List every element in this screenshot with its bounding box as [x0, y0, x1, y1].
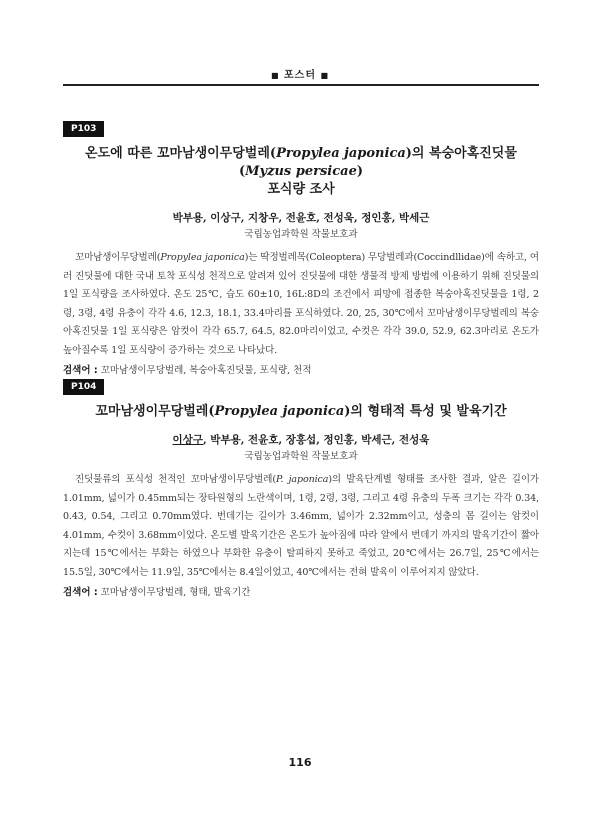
poster-id: P104	[63, 379, 104, 395]
abstract-text: 꼬마남생이무당벌레(	[75, 252, 161, 263]
square-icon: ■	[270, 71, 280, 80]
title-text: 온도에 따른 꼬마남생이무당벌레(	[85, 146, 277, 161]
title-text: )의 형태적 특성 및 발육기간	[344, 404, 507, 419]
keywords	[63, 586, 539, 600]
title-species: Propylea japonica	[276, 146, 406, 161]
authors: 박부용, 이상구, 지창우, 전윤호, 전성욱, 정인홍, 박세근	[172, 212, 430, 224]
authors-rest: , 박부용, 전윤호, 장홍섭, 정인홍, 박세근, 전성욱	[202, 434, 430, 446]
poster-p104	[63, 374, 539, 600]
title-text: 꼬마남생이무당벌레(	[95, 404, 215, 419]
abstract-species: P. japonica	[276, 474, 329, 485]
header-label: 포스터	[284, 70, 316, 81]
abstract	[63, 471, 539, 582]
abstract-species: Propylea japonica	[160, 252, 245, 263]
keywords-label: 검색어 :	[63, 587, 98, 598]
abstract-text: )는 딱정벌레목(Coleoptera) 무당벌레과(Coccindllidae)에 속하고, 여러 진딧물에 대한 국내 토착 포식성 천적으로 알려져 있어 진딧물에 대한 생물적 방제 방법에 이용하기 위해 진딧물의 1일 포식량을 조사하였다. 온도 25℃, 습도 60±10, 16L:8D의 조건에서 피망에 접종한 복숭아혹진딧물을 1령, 2령, 3령, 4령 유충이 각각 4.6, 12.3, 18.1, 33.4마리를 포식하였다. 20, 25, 30℃에서 꼬마남생이무당벌레의 복숭아혹진딧물 1일 포식량은 암컷이 각각 65.7, 64.5, 82.0마리이었고, 수컷은 각각 39.0, 52.9, 62.3마리로 온도가 높아질수록 1일 포식량이 증가하는 것으로 나타났다.	[63, 252, 539, 356]
title-text: )의 복숭아혹진딧물(	[238, 146, 517, 179]
keywords-text: 꼬마남생이무당벌레, 형태, 발육기간	[100, 587, 251, 598]
title-text: 포식량 조사	[267, 182, 335, 197]
title-species: Myzus persicae	[245, 164, 357, 179]
abstract-text: 진딧물류의 포식성 천적인 꼬마남생이무당벌레(	[75, 474, 276, 485]
keywords-label: 검색어 :	[63, 365, 98, 376]
abstract-text: )의 발육단계별 형태를 조사한 결과, 알은 길이가 1.01mm, 넓이가 0.45mm되는 장타원형의 노란색이며, 1령, 2령, 3령, 그리고 4령 유충의 두폭 크기는 각각 0.34, 0.43, 0.54, 그리고 0.70mm였다. 번데기는 길이가 3.46mm, 넓이가 2.32mm이고, 성충의 몸 길이는 암컷이 4.01mm, 수컷이 3.68mm이었다. 온도별 발육기간은 온도가 높아짐에 따라 알에서 번데기 까지의 발육기간이 짧아지는데 15℃에서는 부화는 하였으나 부화한 유충이 탈피하지 못하고 죽었고, 20℃에서는 26.7일, 25℃에서는 15.5일, 30℃에서는 11.9일, 35℃에서는 8.4일이었고, 40℃에서는 전혀 발육이 이루어지지 않았다.	[63, 474, 539, 578]
poster-title	[63, 403, 539, 421]
header-rule	[63, 84, 539, 86]
poster-title	[63, 145, 539, 199]
affiliation: 국립농업과학원 작물보호과	[244, 229, 358, 240]
square-icon: ■	[320, 71, 330, 80]
page-number: 116	[288, 756, 312, 769]
keywords-text: 꼬마남생이무당벌레, 복숭아혹진딧물, 포식량, 천적	[100, 365, 312, 376]
authors	[63, 433, 539, 447]
poster-p103	[63, 116, 539, 378]
poster-id: P103	[63, 121, 104, 137]
title-text: )	[356, 164, 363, 179]
affiliation: 국립농업과학원 작물보호과	[244, 451, 358, 462]
abstract	[63, 249, 539, 360]
section-header	[0, 66, 600, 81]
presenting-author: 이상구	[172, 434, 203, 446]
title-species: Propylea japonica	[214, 404, 345, 419]
